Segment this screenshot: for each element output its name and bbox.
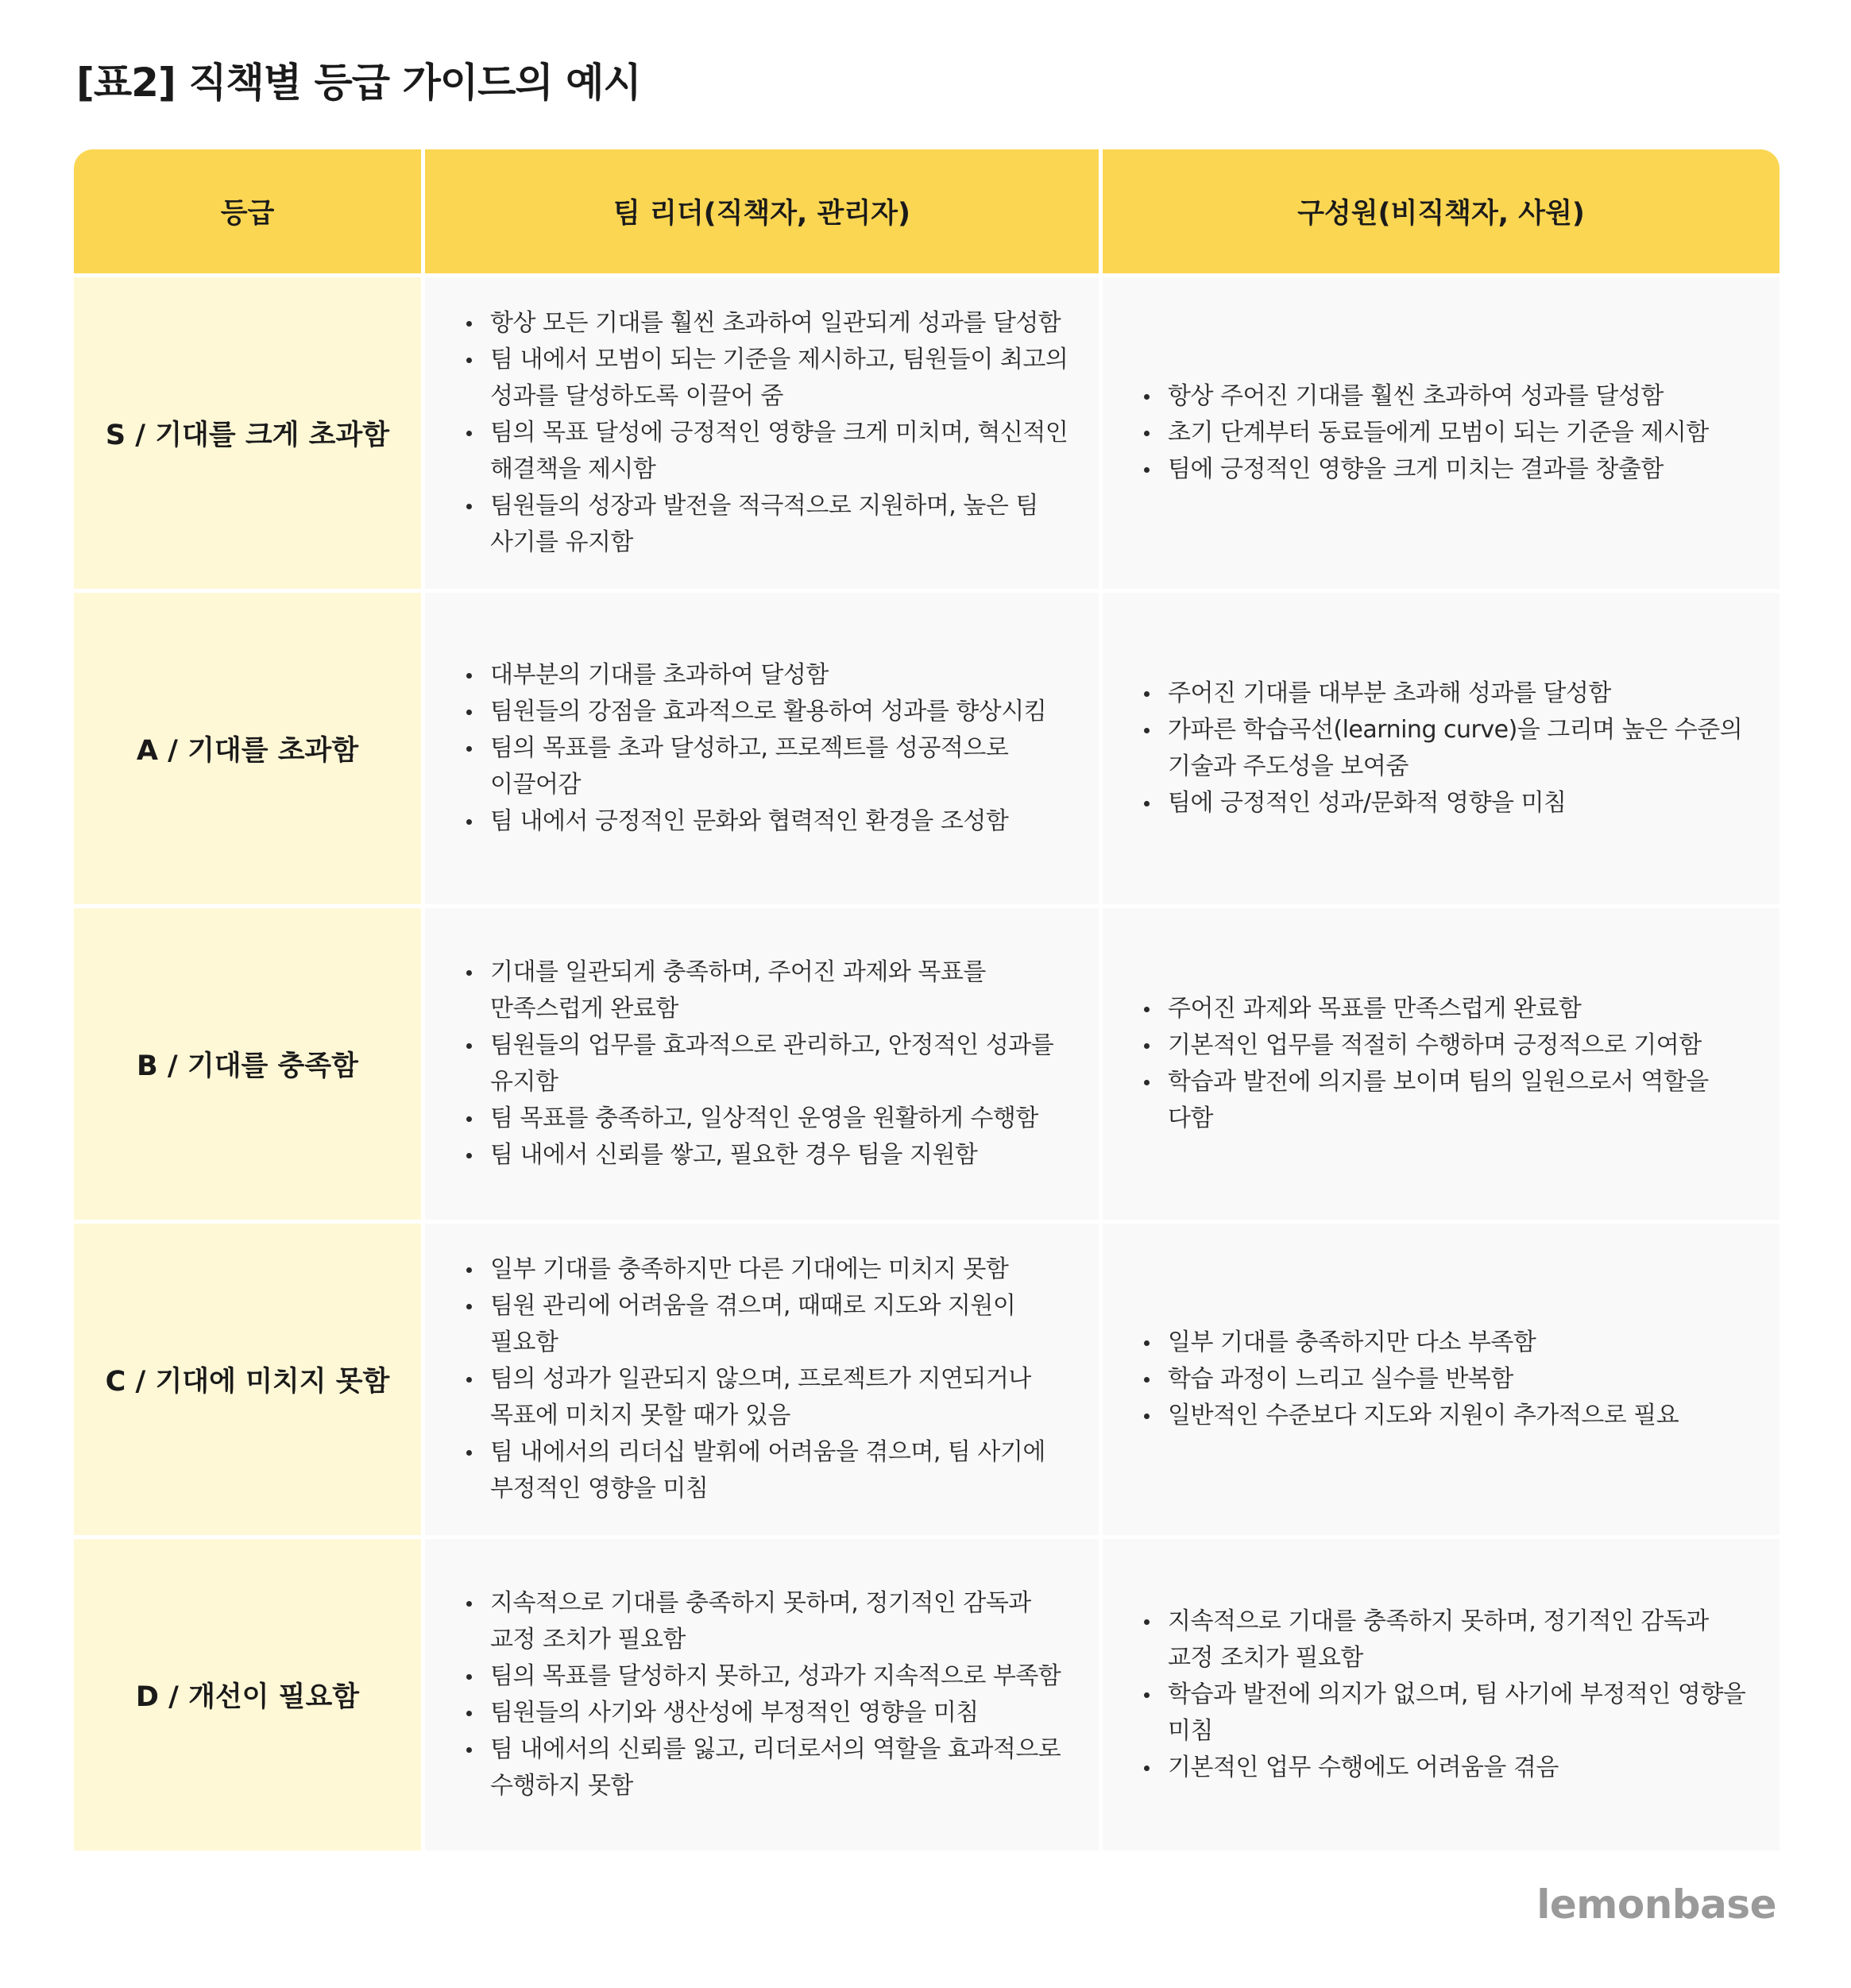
leader-description-cell (425, 908, 1099, 1220)
member-description-cell (1103, 908, 1780, 1220)
leader-criteria-list (462, 305, 1070, 561)
leader-description-cell (425, 593, 1099, 904)
criteria-item: 팀원 관리에 어려움을 겪으며, 때때로 지도와 지원이 필요함 (462, 1288, 1070, 1361)
criteria-item: 주어진 과제와 목표를 만족스럽게 완료함 (1139, 991, 1751, 1027)
criteria-item: 일부 기대를 충족하지만 다른 기대에는 미치지 못함 (462, 1251, 1070, 1288)
member-criteria-list (1139, 378, 1751, 488)
grade-label: A / 기대를 초과함 (74, 593, 421, 904)
criteria-item: 지속적으로 기대를 충족하지 못하며, 정기적인 감독과 교정 조치가 필요함 (1139, 1603, 1751, 1677)
criteria-item: 팀의 목표를 달성하지 못하고, 성과가 지속적으로 부족함 (462, 1658, 1070, 1695)
criteria-item: 기본적인 업무를 적절히 수행하며 긍정적으로 기여함 (1139, 1027, 1751, 1064)
leader-description-cell (425, 277, 1099, 589)
criteria-item: 초기 단계부터 동료들에게 모범이 되는 기준을 제시함 (1139, 415, 1751, 451)
grade-label: B / 기대를 충족함 (74, 908, 421, 1220)
criteria-item: 팀 목표를 충족하고, 일상적인 운영을 원활하게 수행함 (462, 1100, 1070, 1137)
member-description-cell (1103, 1224, 1780, 1535)
criteria-item: 팀원들의 강점을 효과적으로 활용하여 성과를 향상시킴 (462, 694, 1070, 730)
criteria-item: 팀의 성과가 일관되지 않으며, 프로젝트가 지연되거나 목표에 미치지 못할 때가 있음 (462, 1361, 1070, 1434)
criteria-item: 팀에 긍정적인 영향을 크게 미치는 결과를 창출함 (1139, 451, 1751, 488)
leader-criteria-list (462, 1585, 1070, 1804)
member-description-cell (1103, 1539, 1780, 1851)
grade-label: D / 개선이 필요함 (74, 1539, 421, 1851)
criteria-item: 팀 내에서 긍정적인 문화와 협력적인 환경을 조성함 (462, 803, 1070, 840)
criteria-item: 팀에 긍정적인 성과/문화적 영향을 미침 (1139, 785, 1751, 822)
criteria-item: 팀의 목표 달성에 긍정적인 영향을 크게 미치며, 혁신적인 해결책을 제시함 (462, 415, 1070, 488)
grade-label: C / 기대에 미치지 못함 (74, 1224, 421, 1535)
criteria-item: 지속적으로 기대를 충족하지 못하며, 정기적인 감독과 교정 조치가 필요함 (462, 1585, 1070, 1658)
criteria-item: 팀원들의 성장과 발전을 적극적으로 지원하며, 높은 팀 사기를 유지함 (462, 488, 1070, 561)
criteria-item: 팀 내에서의 리더십 발휘에 어려움을 겪으며, 팀 사기에 부정적인 영향을 미침 (462, 1434, 1070, 1507)
header-team-leader: 팀 리더(직책자, 관리자) (425, 149, 1099, 273)
criteria-item: 기대를 일관되게 충족하며, 주어진 과제와 목표를 만족스럽게 완료함 (462, 954, 1070, 1027)
grade-table (74, 149, 1776, 1851)
member-criteria-list (1139, 1325, 1751, 1434)
member-criteria-list (1139, 675, 1751, 822)
header-member: 구성원(비직책자, 사원) (1103, 149, 1780, 273)
criteria-item: 가파른 학습곡선(learning curve)을 그리며 높은 수준의 기술과 주도성을 보여줌 (1139, 712, 1751, 785)
criteria-item: 팀원들의 업무를 효과적으로 관리하고, 안정적인 성과를 유지함 (462, 1027, 1070, 1100)
criteria-item: 팀의 목표를 초과 달성하고, 프로젝트를 성공적으로 이끌어감 (462, 730, 1070, 803)
lemonbase-logo: lemonbase (1536, 1882, 1776, 1928)
criteria-item: 기본적인 업무 수행에도 어려움을 겪음 (1139, 1750, 1751, 1786)
grade-label: S / 기대를 크게 초과함 (74, 277, 421, 589)
criteria-item: 항상 모든 기대를 훨씬 초과하여 일관되게 성과를 달성함 (462, 305, 1070, 342)
criteria-item: 학습 과정이 느리고 실수를 반복함 (1139, 1361, 1751, 1398)
page-title: [표2] 직책별 등급 가이드의 예시 (76, 60, 641, 106)
criteria-item: 일부 기대를 충족하지만 다소 부족함 (1139, 1325, 1751, 1361)
leader-criteria-list (462, 954, 1070, 1174)
member-criteria-list (1139, 991, 1751, 1137)
criteria-item: 학습과 발전에 의지가 없으며, 팀 사기에 부정적인 영향을 미침 (1139, 1677, 1751, 1750)
leader-criteria-list (462, 1251, 1070, 1507)
criteria-item: 대부분의 기대를 초과하여 달성함 (462, 657, 1070, 694)
leader-criteria-list (462, 657, 1070, 840)
criteria-item: 주어진 기대를 대부분 초과해 성과를 달성함 (1139, 675, 1751, 712)
criteria-item: 팀 내에서의 신뢰를 잃고, 리더로서의 역할을 효과적으로 수행하지 못함 (462, 1731, 1070, 1804)
criteria-item: 팀 내에서 신뢰를 쌓고, 필요한 경우 팀을 지원함 (462, 1137, 1070, 1174)
member-criteria-list (1139, 1603, 1751, 1786)
criteria-item: 팀원들의 사기와 생산성에 부정적인 영향을 미침 (462, 1695, 1070, 1731)
criteria-item: 학습과 발전에 의지를 보이며 팀의 일원으로서 역할을 다함 (1139, 1064, 1751, 1137)
leader-description-cell (425, 1539, 1099, 1851)
criteria-item: 항상 주어진 기대를 훨씬 초과하여 성과를 달성함 (1139, 378, 1751, 415)
criteria-item: 팀 내에서 모범이 되는 기준을 제시하고, 팀원들이 최고의 성과를 달성하도록 이끌어 줌 (462, 342, 1070, 415)
member-description-cell (1103, 277, 1780, 589)
criteria-item: 일반적인 수준보다 지도와 지원이 추가적으로 필요 (1139, 1398, 1751, 1434)
header-grade: 등급 (74, 149, 421, 273)
leader-description-cell (425, 1224, 1099, 1535)
member-description-cell (1103, 593, 1780, 904)
